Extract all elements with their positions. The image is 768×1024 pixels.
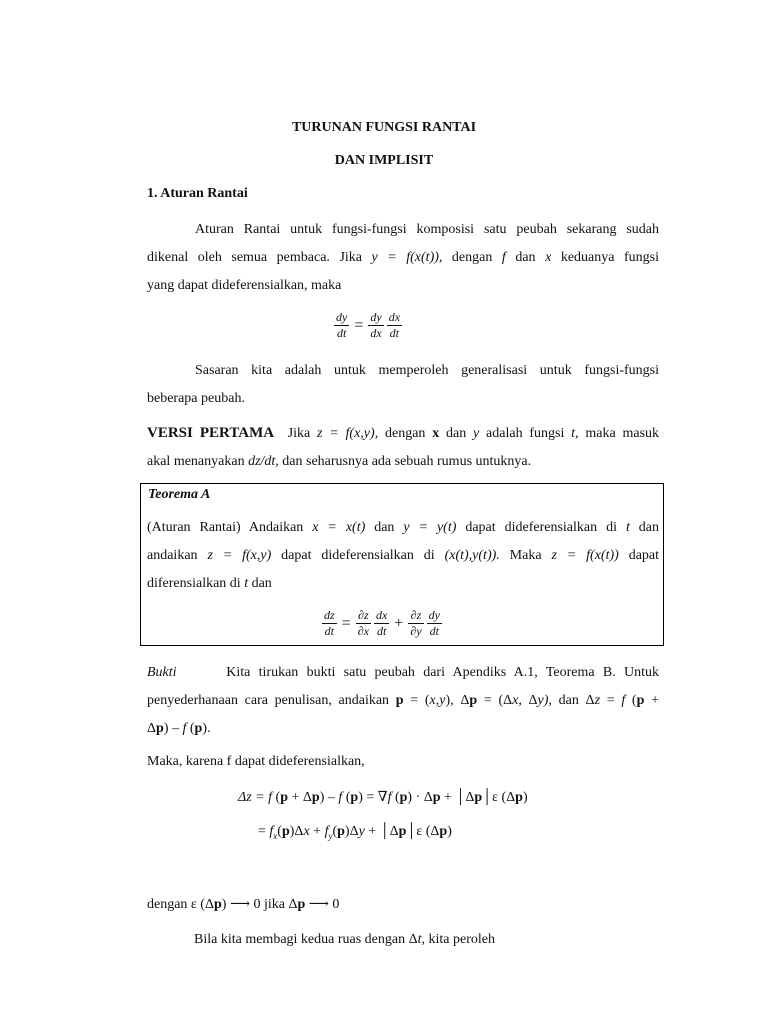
- theorem-body: [147, 514, 659, 598]
- title-line-1: TURUNAN FUNGSI RANTAI: [291, 120, 477, 135]
- bukti-line-2: penyederhanaan cara penulisan, andaikan p = (x,y), Δp = (Δx, Δy), dan Δz = f (p +: [147, 693, 659, 708]
- para2-line-2: beberapa peubah.: [147, 391, 245, 406]
- title-line-2: DAN IMPLISIT: [334, 153, 434, 168]
- equation-delta-z: Δz = f (p + Δp) – f (p) = ∇f (p) · Δp + │Δp│ε (Δp): [238, 790, 528, 805]
- para1-line-1: Aturan Rantai untuk fungsi-fungsi komposisi satu peubah sekarang sudah: [195, 222, 659, 237]
- equation-chain-rule-multi: $\frac{dz}{dt}$ = $\frac{\partial z}{\partial x}$ $\frac{dx}{dt}$ + $\frac{\partial z}{\partial y}$ $\frac{dy}{dt}$: [324, 608, 440, 638]
- paragraph-1: [147, 216, 659, 300]
- theorem-line-1: (Aturan Rantai) Andaikan x = x(t) dan y = y(t) dapat dideferensialkan di t dan: [147, 520, 659, 535]
- equation-partials: = $f_x(p)\Delta x + f_y(p)\Delta y$ + │Δp│ε (Δp): [258, 824, 452, 841]
- versi-line-1: VERSI PERTAMA Jika z = f(x,y), dengan x dan y adalah fungsi t, maka masuk: [147, 425, 660, 441]
- para2-line-1: Sasaran kita adalah untuk memperoleh generalisasi untuk fungsi-fungsi: [195, 363, 659, 378]
- paragraph-2: [147, 357, 659, 413]
- bukti-line-3: Δp) – f (p).: [147, 721, 211, 736]
- theorem-line-3: diferensialkan di t dan: [147, 576, 272, 591]
- para1-line-3: yang dapat dideferensialkan, maka: [147, 278, 342, 293]
- versi-pertama-paragraph: [147, 419, 659, 476]
- dengan-line: dengan ε (Δp) ⟶ 0 jika Δp ⟶ 0: [147, 897, 340, 912]
- equation-chain-rule-single: $\frac{dy}{dt}$ = $\frac{dy}{dx}$ $\frac{dx}{dt}$: [336, 310, 401, 340]
- maka-line: Maka, karena f dapat dideferensialkan,: [147, 754, 365, 769]
- last-line: Bila kita membagi kedua ruas dengan Δt, kita peroleh: [194, 932, 495, 947]
- section-heading: 1. Aturan Rantai: [147, 186, 248, 201]
- bukti-line-1: Bukti Kita tirukan bukti satu peubah dari Apendiks A.1, Teorema B. Untuk: [147, 665, 659, 680]
- para1-line-2: dikenal oleh semua pembaca. Jika y = f(x(t)), dengan f dan x keduanya fungsi: [147, 250, 659, 265]
- theorem-line-2: andaikan z = f(x,y) dapat dideferensialkan di (x(t),y(t)). Maka z = f(x(t)) dapat: [147, 548, 660, 563]
- theorem-title: Teorema A: [148, 487, 211, 502]
- bukti-paragraph: [147, 659, 659, 743]
- versi-line-2: akal menanyakan dz/dt, dan seharusnya ada sebuah rumus untuknya.: [147, 454, 532, 469]
